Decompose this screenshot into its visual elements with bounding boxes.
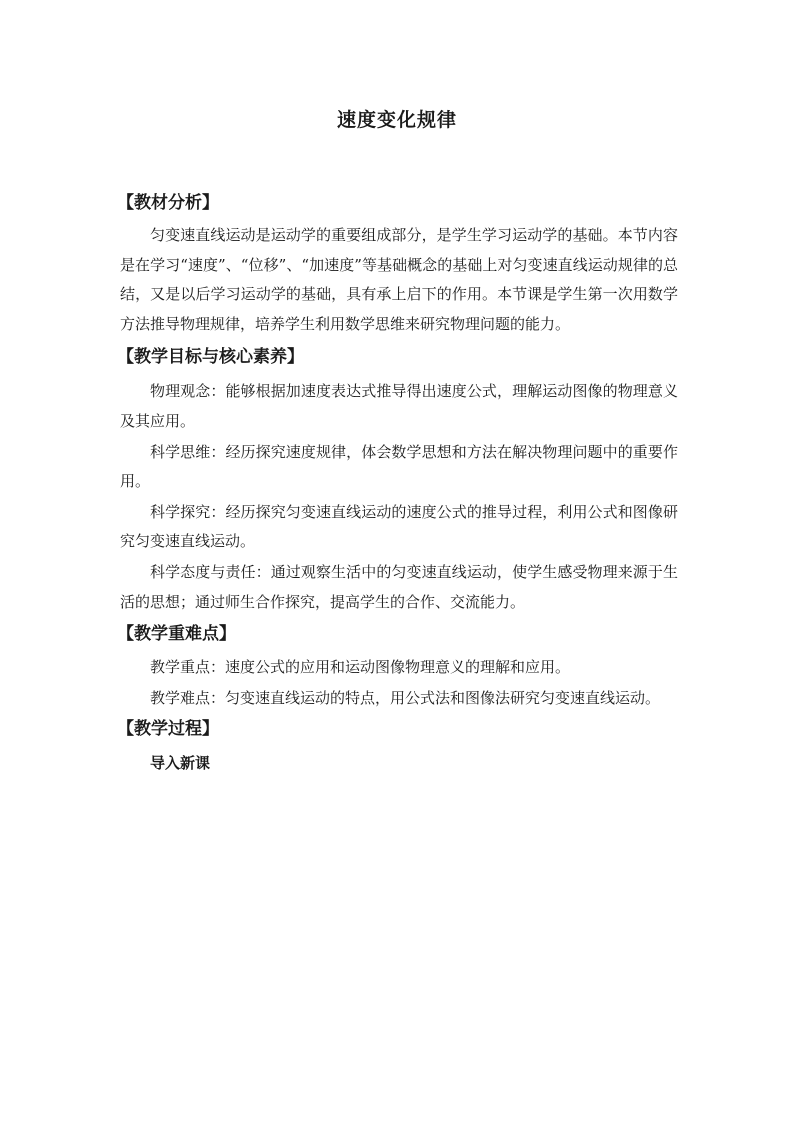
- goal-attitude-responsibility: 科学态度与责任：通过观察生活中的匀变速直线运动，使学生感受物理来源于生活的思想；通过师生合作探究，提高学生的合作、交流能力。: [120, 562, 678, 611]
- section-heading-keypoints: 【教学重难点】: [117, 624, 236, 645]
- section-heading-goals: 【教学目标与核心素养】: [117, 347, 304, 368]
- keypoint-difficulty: 教学难点：匀变速直线运动的特点，用公式法和图像法研究匀变速直线运动。: [150, 688, 661, 707]
- goal-scientific-inquiry: 科学探究：经历探究匀变速直线运动的速度公式的推导过程，利用公式和图像研究匀变速直线运动。: [120, 502, 678, 551]
- goal-scientific-thinking: 科学思维：经历探究速度规律，体会数学思想和方法在解决物理问题中的重要作用。: [120, 442, 678, 491]
- document-body: [117, 188, 678, 779]
- process-subheading: 导入新课: [150, 754, 211, 773]
- section-heading-analysis: 【教材分析】: [117, 193, 219, 213]
- goal-physics-concept: 物理观念：能够根据加速度表达式推导得出速度公式，理解运动图像的物理意义及其应用。: [120, 382, 678, 430]
- analysis-paragraph: 匀变速直线运动是运动学的重要组成部分，是学生学习运动学的基础。本节内容是在学习“速度”、“位移”、“加速度”等基础概念的基础上对匀变速直线运动规律的总结，又是以后学习运动学的基础，具有承上启下的作用。本节课是学生第一次用数学方法推导物理规律，培养学生利用数学思维来研究物理问题的能力。: [120, 226, 678, 333]
- keypoint-focus: 教学重点：速度公式的应用和运动图像物理意义的理解和应用。: [150, 658, 571, 677]
- section-heading-process: 【教学过程】: [117, 719, 219, 740]
- document-title: 速度变化规律: [336, 109, 457, 131]
